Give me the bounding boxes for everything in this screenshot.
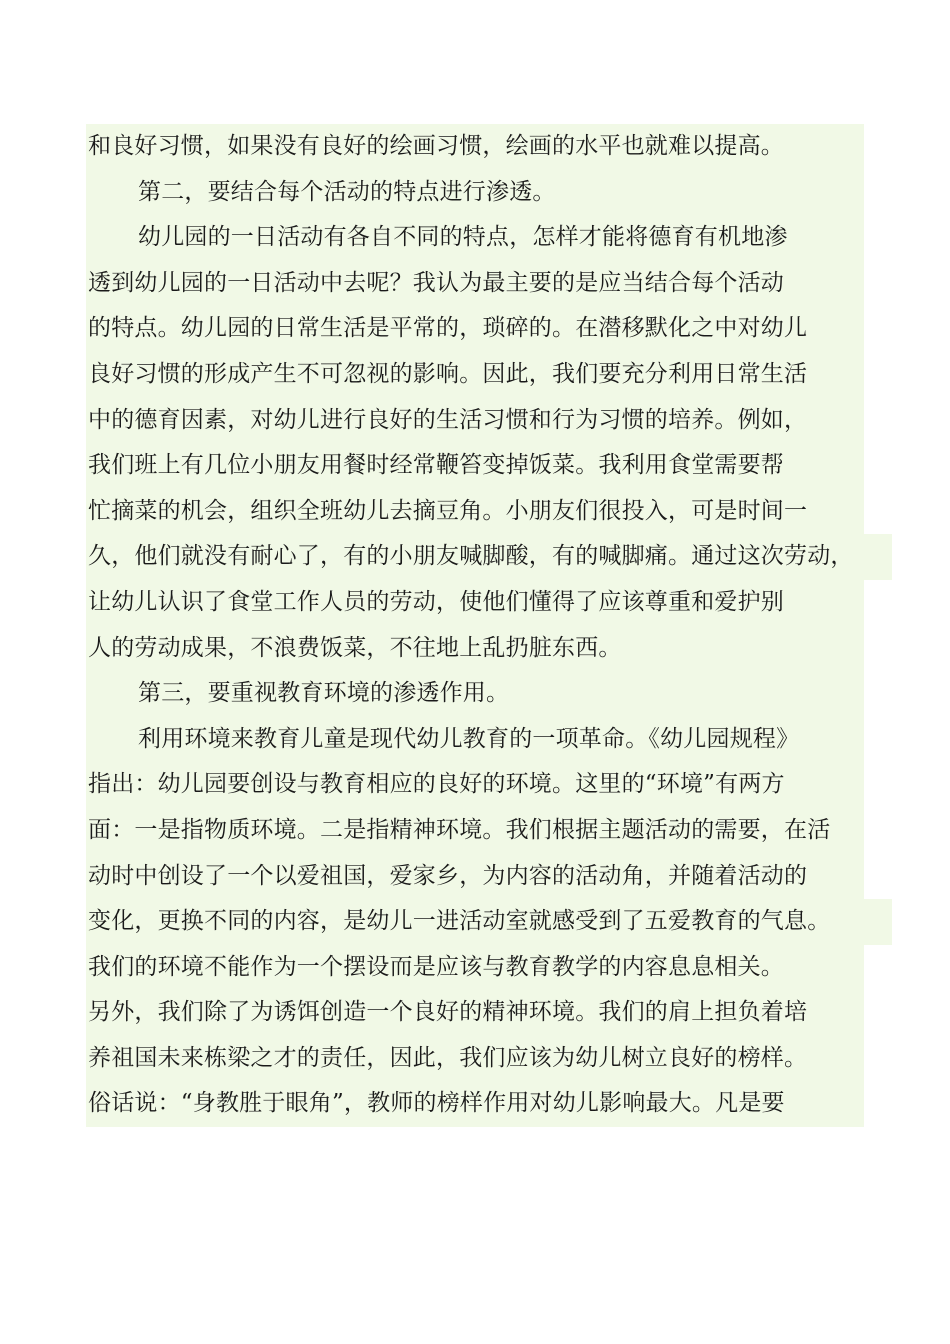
- text-line: 面：一是指物质环境。二是指精神环境。我们根据主题活动的需要，在活: [88, 816, 831, 843]
- text-line: 动时中创设了一个以爱祖国，爱家乡，为内容的活动角，并随着活动的: [88, 862, 808, 889]
- text-line: 的特点。幼儿园的日常生活是平常的，琐碎的。在潜移默化之中对幼儿: [88, 315, 808, 342]
- text-line: 俗话说：“身教胜于眼角”，教师的榜样作用对幼儿影响最大。凡是要: [88, 1090, 785, 1117]
- text-line: 让幼儿认识了食堂工作人员的劳动，使他们懂得了应该尊重和爱护别: [88, 588, 784, 615]
- text-line: 人的劳动成果，不浪费饭菜，不往地上乱扔脏东西。: [88, 634, 622, 661]
- text-line: 另外，我们除了为诱饵创造一个良好的精神环境。我们的肩上担负着培: [88, 999, 808, 1026]
- text-line: 养祖国未来栋梁之才的责任，因此，我们应该为幼儿树立良好的榜样。: [88, 1044, 808, 1071]
- text-line: 久，他们就没有耐心了，有的小朋友喊脚酸，有的喊脚痛。通过这次劳动，: [86, 534, 892, 580]
- section-heading: 第三，要重视教育环境的渗透作用。: [138, 680, 510, 707]
- text-line: 我们班上有几位小朋友用餐时经常鞭笞变掉饭菜。我利用食堂需要帮: [88, 452, 784, 479]
- text-line: 透到幼儿园的一日活动中去呢？我认为最主要的是应当结合每个活动: [88, 269, 784, 296]
- text-line: 指出：幼儿园要创设与教育相应的良好的环境。这里的“环境”有两方: [88, 771, 785, 798]
- text-line: 中的德育因素，对幼儿进行良好的生活习惯和行为习惯的培养。例如，: [88, 406, 808, 433]
- section-heading: 第二，要结合每个活动的特点进行渗透。: [138, 178, 556, 205]
- text-line: 变化，更换不同的内容，是幼儿一进活动室就感受到了五爱教育的气息。: [86, 899, 892, 945]
- text-line: 利用环境来教育儿童是现代幼儿教育的一项革命。《幼儿园规程》: [138, 725, 800, 752]
- text-line: 良好习惯的形成产生不可忽视的影响。因此，我们要充分利用日常生活: [88, 360, 808, 387]
- text-line: 忙摘菜的机会，组织全班幼儿去摘豆角。小朋友们很投入，可是时间一: [88, 497, 808, 524]
- text-line: 我们的环境不能作为一个摆设而是应该与教育教学的内容息息相关。: [88, 953, 784, 980]
- text-line: 幼儿园的一日活动有各自不同的特点，怎样才能将德育有机地渗: [138, 224, 788, 251]
- text-line: 和良好习惯，如果没有良好的绘画习惯，绘画的水平也就难以提高。: [88, 133, 784, 159]
- body-text: [86, 124, 864, 1127]
